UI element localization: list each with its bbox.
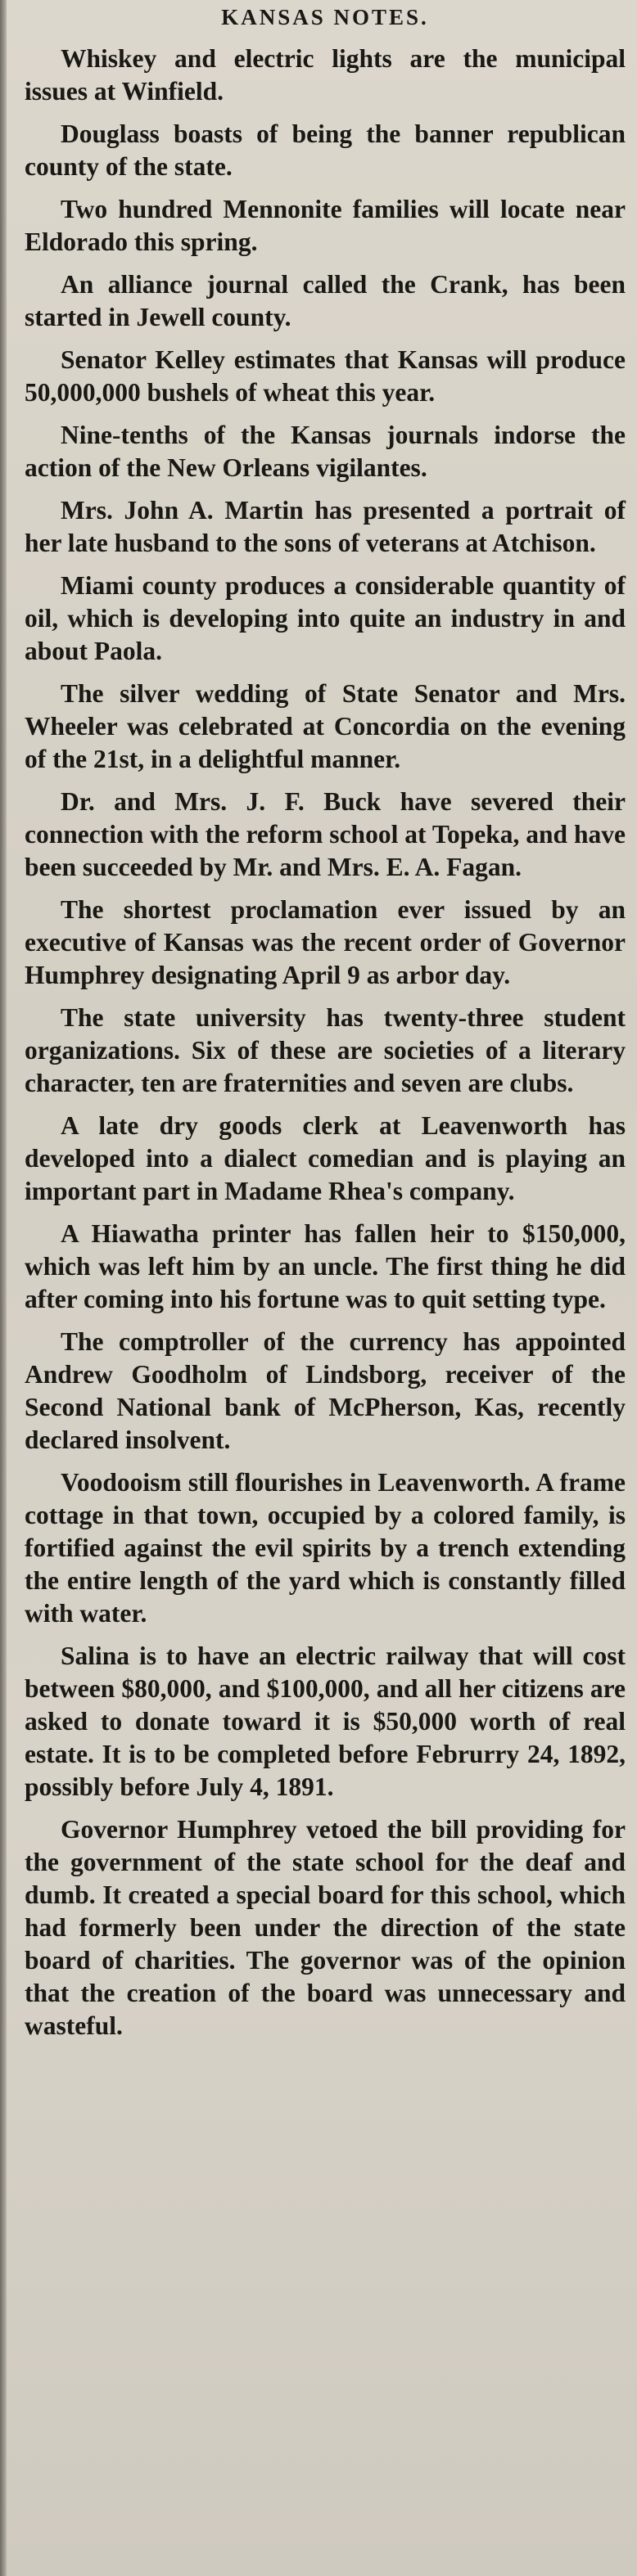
news-item: Dr. and Mrs. J. F. Buck have severed their connection with the reform school at Topeka, and have been succeeded by Mr. and Mrs. E. A. Fagan. bbox=[25, 787, 626, 881]
column-rule bbox=[0, 0, 7, 2576]
news-item: Salina is to have an electric railway that will cost between $80,000, and $100,000, and all her citizens are asked to donate toward it is $50,000 worth of real estate. It is to be completed before Februrry 24, 1892, possibly before July 4, 1891. bbox=[25, 1642, 626, 1801]
news-item: A late dry goods clerk at Leavenworth has developed into a dialect comedian and is playing an important part in Madame Rhea's company. bbox=[25, 1111, 626, 1205]
news-item: Miami county produces a considerable quantity of oil, which is developing into quite an industry in and about Paola. bbox=[25, 571, 626, 665]
news-item: The shortest proclamation ever issued by an executive of Kansas was the recent order of Governor Humphrey designating April 9 as arbor day. bbox=[25, 895, 626, 989]
news-item: Two hundred Mennonite families will locate near Eldorado this spring. bbox=[25, 195, 626, 256]
news-item: The silver wedding of State Senator and Mrs. Wheeler was celebrated at Concordia on the evening of the 21st, in a delightful manner. bbox=[25, 679, 626, 773]
news-item: Mrs. John A. Martin has presented a portrait of her late husband to the sons of veterans at Atchison. bbox=[25, 496, 626, 557]
news-item: Douglass boasts of being the banner republican county of the state. bbox=[25, 119, 626, 181]
news-item: Nine-tenths of the Kansas journals indorse the action of the New Orleans vigilantes. bbox=[25, 421, 626, 482]
news-item: Senator Kelley estimates that Kansas will produce 50,000,000 bushels of wheat this year. bbox=[25, 345, 626, 407]
news-item: An alliance journal called the Crank, has been started in Jewell county. bbox=[25, 270, 626, 331]
news-item: The state university has twenty-three student organizations. Six of these are societies of a literary character, ten are fraternities and seven are clubs. bbox=[25, 1003, 626, 1097]
headline: KANSAS NOTES. bbox=[221, 5, 429, 29]
news-item: Whiskey and electric lights are the municipal issues at Winfield. bbox=[25, 44, 626, 106]
news-item: Governor Humphrey vetoed the bill providing for the government of the state school for the deaf and dumb. It created a special board for this school, which had formerly been under the direction of the state board of charities. The governor was of the opinion that the creation of the board was unnecessary and wasteful. bbox=[25, 1815, 626, 2040]
news-item: The comptroller of the currency has appointed Andrew Goodholm of Lindsborg, receiver of the Second National bank of McPherson, Kas, recently declared insolvent. bbox=[25, 1327, 626, 1454]
news-item: A Hiawatha printer has fallen heir to $150,000, which was left him by an uncle. The first thing he did after coming into his fortune was to quit setting type. bbox=[25, 1219, 626, 1313]
news-item: Voodooism still flourishes in Leavenworth. A frame cottage in that town, occupied by a colored family, is fortified against the evil spirits by a trench extending the entire length of the yard which is constantly filled with water. bbox=[25, 1468, 626, 1628]
news-items bbox=[25, 43, 626, 2042]
